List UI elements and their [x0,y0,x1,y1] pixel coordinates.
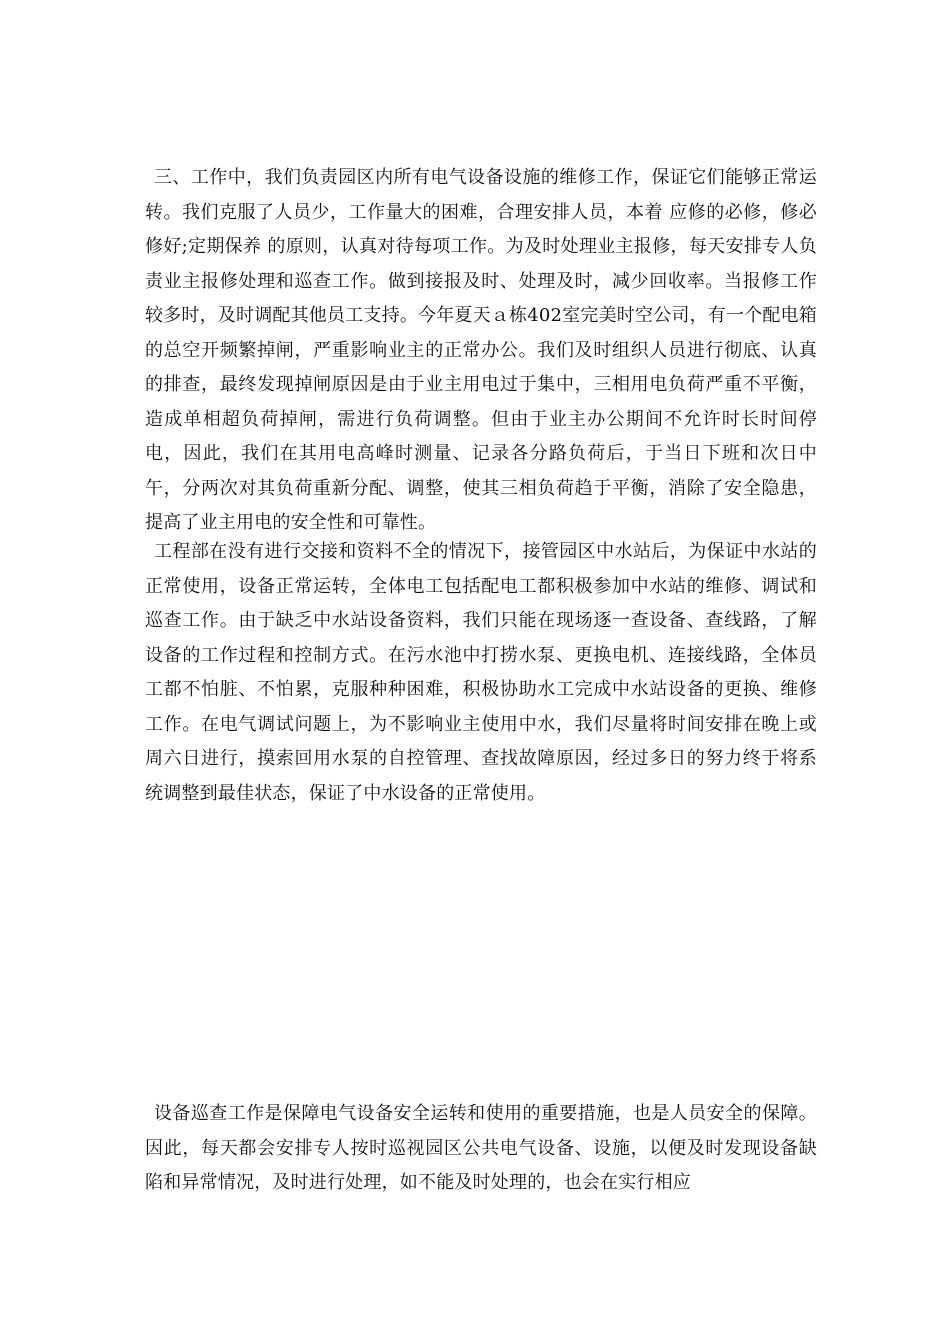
paragraph-equipment-inspection: 设备巡查工作是保障电气设备安全运转和使用的重要措施，也是人员安全的保障。因此，每天都会安排专人按时巡视园区公共电气设备、设施，以便及时发现设备缺陷和异常情况，及时进行处理，如不能及时处理的，也会在实行相应 [145,1103,817,1193]
paragraph-water-station: 工程部在没有进行交接和资料不全的情况下，接管园区中水站后，为保证中水站的正常使用，设备正常运转，全体电工包括配电工都积极参加中水站的维修、调试和巡查工作。由于缺乏中水站设备资料，我们只能在现场逐一查设备、查线路，了解设备的工作过程和控制方式。在污水池中打捞水泵、更换电机、连接线路，全体员工都不怕脏、不怕累，克服种种困难，积极协助水工完成中水站设备的更换、维修工作。在电气调试问题上，为不影响业主使用中水，我们尽量将时间安排在晚上或周六日进行，摸索回用水泵的自控管理、查找故障原因，经过多日的努力终于将系统调整到最佳状态，保证了中水设备的正常使用。 [145,541,817,804]
paragraph-electrical-maintenance: 三、工作中，我们负责园区内所有电气设备设施的维修工作，保证它们能够正常运转。我们克服了人员少，工作量大的困难，合理安排人员，本着 应修的必修，修必修好;定期保养 的原则，认真对待每项工作。为及时处理业主报修，每天安排专人负责业主报修处理和巡查工作。做到接报及时、处理及时，减少回收率。当报修工作较多时，及时调配其他员工支持。今年夏天ａ栋402室完美时空公司，有一个配电箱的总空开频繁掉闸，严重影响业主的正常办公。我们及时组织人员进行彻底、认真的排查，最终发现掉闸原因是由于业主用电过于集中，三相用电负荷严重不平衡，造成单相超负荷掉闸，需进行负荷调整。但由于业主办公期间不允许时长时间停电，因此，我们在其用电高峰时测量、记录各分路负荷后，于当日下班和次日中午，分两次对其负荷重新分配、调整，使其三相负荷趋于平衡，消除了安全隐患，提高了业主用电的安全性和可靠性。 [145,167,817,533]
